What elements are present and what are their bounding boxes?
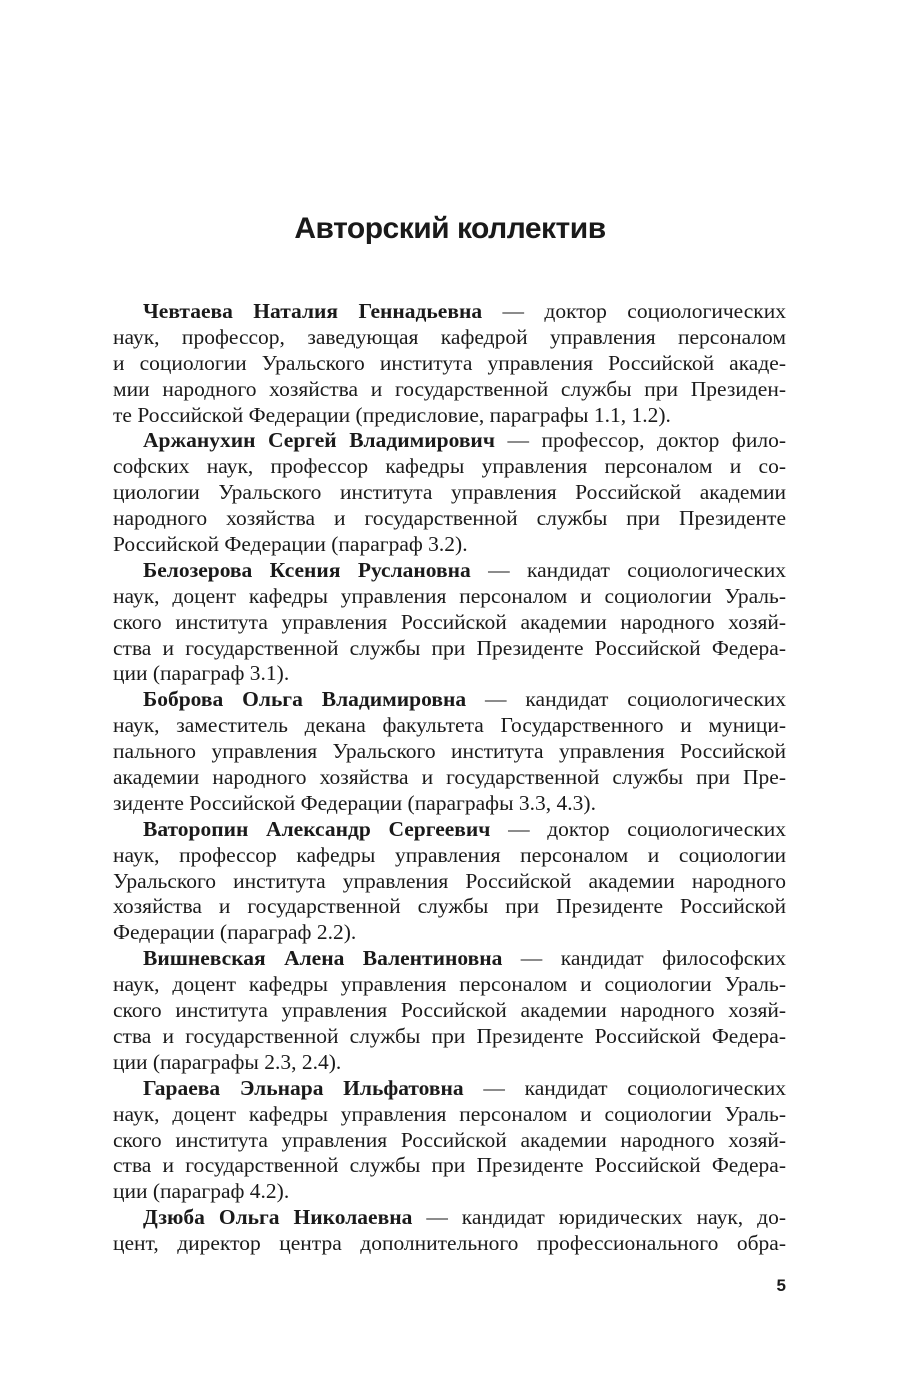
text-line — [113, 843, 786, 869]
line-text: ского института управления Российской академии народного хозяй- — [113, 1127, 786, 1152]
line-text: наук, доцент кафедры управления персоналом и социологии Ураль- — [113, 1101, 786, 1126]
line-text: ства и государственной службы при Президенте Российской Федера- — [113, 1023, 786, 1048]
text-line — [113, 325, 786, 351]
line-text: народного хозяйства и государственной службы при Президенте — [113, 506, 786, 531]
line-text: ции (параграф 4.2). — [113, 1179, 290, 1204]
line-text: наук, доцент кафедры управления персоналом и социологии Ураль- — [113, 583, 786, 608]
text-line — [113, 1024, 786, 1050]
line-text: наук, доцент кафедры управления персоналом и социологии Ураль- — [113, 972, 786, 997]
text-line — [113, 894, 786, 920]
line-text: Уральского института управления Российской академии народного — [113, 868, 786, 893]
line-text: — профессор, доктор фило- — [494, 428, 786, 453]
text-line — [113, 532, 786, 558]
line-text: зиденте Российской Федерации (параграфы 3.3, 4.3). — [113, 790, 596, 815]
text-line — [113, 1050, 786, 1076]
text-line — [113, 1153, 786, 1179]
author-name: Боброва Ольга Владимировна — [143, 687, 467, 712]
text-line — [113, 661, 786, 687]
author-name: Ваторопин Александр Сергеевич — [143, 816, 491, 841]
text-line — [113, 480, 786, 506]
authors-text — [113, 299, 786, 1257]
text-line — [113, 636, 786, 662]
author-name: Гараева Эльнара Ильфатовна — [143, 1075, 464, 1100]
author-entry-start — [113, 1205, 786, 1231]
text-line — [113, 1102, 786, 1128]
line-text: цент, директор центра дополнительного профессионального обра- — [113, 1231, 786, 1256]
line-text: циологии Уральского института управления Российской академии — [113, 480, 786, 505]
line-text: наук, профессор кафедры управления персоналом и социологии — [113, 842, 786, 867]
author-entry-start — [113, 817, 786, 843]
text-line — [113, 351, 786, 377]
author-entry-start — [113, 687, 786, 713]
line-text: — кандидат юридических наук, до- — [412, 1205, 786, 1230]
line-text: — кандидат философских — [502, 946, 787, 971]
line-text: те Российской Федерации (предисловие, параграфы 1.1, 1.2). — [113, 402, 671, 427]
text-line — [113, 972, 786, 998]
text-line — [113, 765, 786, 791]
text-line — [113, 506, 786, 532]
line-text: — доктор социологических — [482, 299, 786, 323]
author-name: Дзюба Ольга Николаевна — [143, 1205, 413, 1230]
text-line — [113, 869, 786, 895]
line-text: — доктор социологических — [490, 816, 786, 841]
line-text: Российской Федерации (параграф 3.2). — [113, 532, 468, 557]
author-entry-start — [113, 428, 786, 454]
author-entry-start — [113, 946, 786, 972]
line-text: мии народного хозяйства и государственной службы при Президен- — [113, 376, 786, 401]
line-text: ского института управления Российской академии народного хозяй- — [113, 609, 786, 634]
text-line — [113, 454, 786, 480]
line-text: академии народного хозяйства и государственной службы при Пре- — [113, 765, 786, 790]
author-name: Чевтаева Наталия Геннадьевна — [143, 299, 483, 323]
line-text: и социологии Уральского института управления Российской акаде- — [113, 350, 786, 375]
author-entry-start — [113, 1076, 786, 1102]
line-text: софских наук, профессор кафедры управления персоналом и со- — [113, 454, 786, 479]
line-text: ства и государственной службы при Президенте Российской Федера- — [113, 1153, 786, 1178]
text-line — [113, 998, 786, 1024]
text-line — [113, 377, 786, 403]
line-text: Федерации (параграф 2.2). — [113, 920, 357, 945]
author-name: Аржанухин Сергей Владимирович — [143, 428, 495, 453]
line-text: ского института управления Российской академии народного хозяй- — [113, 998, 786, 1023]
text-line — [113, 584, 786, 610]
line-text: — кандидат социологических — [466, 687, 786, 712]
page-title: Авторский коллектив — [294, 212, 606, 245]
line-text: ции (параграф 3.1). — [113, 661, 290, 686]
page-number: 5 — [776, 1276, 786, 1295]
text-line — [113, 920, 786, 946]
text-line — [113, 1179, 786, 1205]
author-name: Вишневская Алена Валентиновна — [143, 946, 503, 971]
line-text: — кандидат социологических — [463, 1075, 786, 1100]
line-text: наук, заместитель декана факультета Государственного и муници- — [113, 713, 786, 738]
text-line — [113, 739, 786, 765]
line-text: ции (параграфы 2.3, 2.4). — [113, 1049, 342, 1074]
text-line — [113, 610, 786, 636]
text-line — [113, 1128, 786, 1154]
line-text: хозяйства и государственной службы при Президенте Российской — [113, 894, 786, 919]
author-name: Белозерова Ксения Руслановна — [143, 557, 471, 582]
line-text: наук, профессор, заведующая кафедрой управления персоналом — [113, 324, 786, 349]
author-entry-start — [113, 558, 786, 584]
text-line — [113, 791, 786, 817]
line-text: ства и государственной службы при Президенте Российской Федера- — [113, 635, 786, 660]
text-line — [113, 1231, 786, 1257]
text-line — [113, 713, 786, 739]
line-text: — кандидат социологических — [470, 557, 786, 582]
author-entry-start — [113, 299, 786, 325]
text-line — [113, 403, 786, 429]
line-text: пального управления Уральского института управления Российской — [113, 739, 786, 764]
